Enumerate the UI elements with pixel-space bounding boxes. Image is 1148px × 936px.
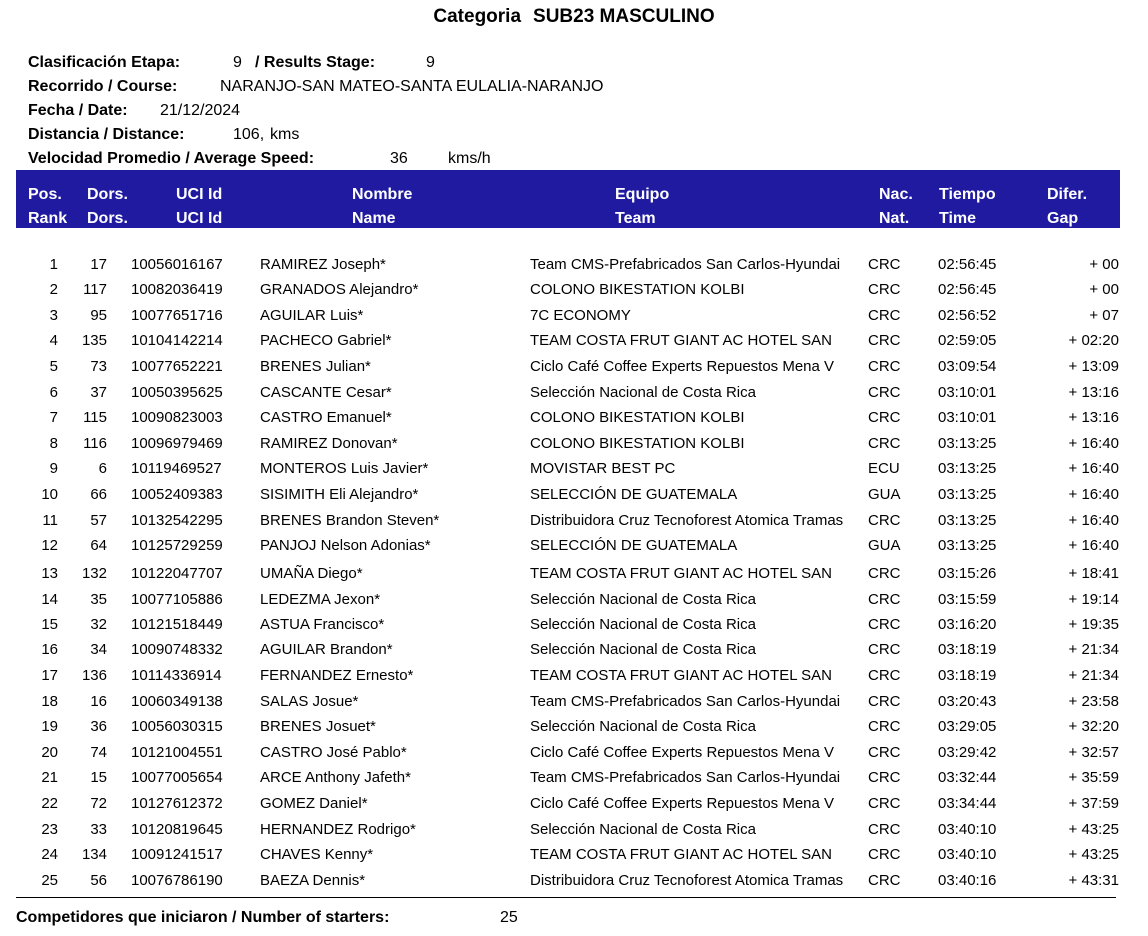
cell-nat: CRC (868, 384, 901, 401)
cell-pos: 7 (49, 409, 58, 426)
cell-dors: 57 (90, 512, 107, 529)
table-row (0, 329, 1148, 353)
cell-gap: + 35:59 (1068, 769, 1119, 786)
cell-time: 03:18:19 (938, 641, 997, 658)
cell-team: COLONO BIKESTATION KOLBI (530, 409, 745, 426)
results-label: / Results Stage: (255, 54, 376, 71)
cell-gap: + 23:58 (1068, 693, 1119, 710)
cell-uci-id: 10052409383 (131, 486, 223, 503)
cell-name: BRENES Julian* (260, 358, 371, 375)
stage-label: Clasificación Etapa: (28, 54, 181, 71)
cell-dors: 135 (81, 332, 107, 349)
footer-divider (16, 897, 1116, 898)
cell-name: RAMIREZ Joseph* (260, 256, 386, 273)
cell-time: 03:10:01 (938, 409, 997, 426)
starters-value: 25 (500, 909, 518, 926)
cell-team: TEAM COSTA FRUT GIANT AC HOTEL SAN (530, 565, 832, 582)
cell-nat: CRC (868, 281, 901, 298)
cell-pos: 10 (41, 486, 58, 503)
cell-dors: 34 (90, 641, 107, 658)
cell-nat: CRC (868, 641, 901, 658)
cell-uci-id: 10119469527 (131, 460, 222, 477)
cell-uci-id: 10056016167 (131, 256, 223, 273)
table-row (0, 766, 1148, 790)
header-time: Tiempo Time (939, 186, 996, 227)
cell-gap: + 13:16 (1068, 409, 1119, 426)
cell-gap: + 13:16 (1068, 384, 1119, 401)
cell-time: 02:59:05 (938, 332, 997, 349)
cell-pos: 2 (49, 281, 58, 298)
cell-time: 03:15:59 (938, 591, 997, 608)
cell-uci-id: 10125729259 (131, 537, 223, 554)
cell-gap: + 16:40 (1068, 537, 1119, 554)
cell-uci-id: 10104142214 (131, 332, 223, 349)
cell-pos: 11 (42, 512, 58, 529)
cell-nat: CRC (868, 358, 901, 375)
cell-time: 03:16:20 (938, 616, 997, 633)
cell-uci-id: 10120819645 (131, 821, 223, 838)
table-row (0, 664, 1148, 688)
cell-team: Selección Nacional de Costa Rica (530, 616, 756, 633)
cell-team: Selección Nacional de Costa Rica (530, 384, 756, 401)
cell-uci-id: 10096979469 (131, 435, 223, 452)
cell-name: SISIMITH Eli Alejandro* (260, 486, 419, 503)
cell-uci-id: 10122047707 (131, 565, 223, 582)
table-row (0, 457, 1148, 481)
cell-team: 7C ECONOMY (530, 307, 631, 324)
cell-pos: 23 (41, 821, 58, 838)
cell-time: 03:29:42 (938, 744, 997, 761)
cell-time: 03:10:01 (938, 384, 997, 401)
cell-nat: CRC (868, 435, 901, 452)
cell-name: AGUILAR Brandon* (260, 641, 393, 658)
header-nat: Nac. Nat. (879, 186, 913, 227)
course-label: Recorrido / Course: (28, 78, 178, 95)
cell-team: Ciclo Café Coffee Experts Repuestos Mena V (530, 358, 835, 375)
cell-team: SELECCIÓN DE GUATEMALA (530, 486, 738, 503)
cell-uci-id: 10077005654 (131, 769, 223, 786)
table-row (0, 690, 1148, 714)
cell-pos: 20 (41, 744, 58, 761)
cell-gap: + 37:59 (1068, 795, 1119, 812)
cell-uci-id: 10077105886 (131, 591, 223, 608)
cell-name: SALAS Josue* (260, 693, 359, 710)
cell-uci-id: 10090823003 (131, 409, 223, 426)
cell-gap: + 21:34 (1068, 641, 1119, 658)
table-row (0, 638, 1148, 662)
cell-name: CHAVES Kenny* (260, 846, 374, 863)
cell-name: GOMEZ Daniel* (260, 795, 368, 812)
cell-nat: CRC (868, 565, 901, 582)
cell-nat: CRC (868, 872, 901, 889)
table-row (0, 381, 1148, 405)
cell-team: COLONO BIKESTATION KOLBI (530, 281, 745, 298)
cell-name: RAMIREZ Donovan* (260, 435, 398, 452)
cell-team: Team CMS-Prefabricados San Carlos-Hyundai (530, 256, 841, 273)
table-row (0, 588, 1148, 612)
cell-uci-id: 10050395625 (131, 384, 223, 401)
category-value: SUB23 MASCULINO (533, 6, 715, 27)
cell-time: 03:34:44 (938, 795, 997, 812)
cell-time: 03:40:10 (938, 846, 997, 863)
cell-pos: 5 (49, 358, 58, 375)
cell-nat: CRC (868, 616, 901, 633)
cell-team: TEAM COSTA FRUT GIANT AC HOTEL SAN (530, 332, 832, 349)
cell-pos: 22 (41, 795, 58, 812)
table-row (0, 253, 1148, 277)
cell-name: LEDEZMA Jexon* (260, 591, 381, 608)
cell-nat: GUA (868, 537, 901, 554)
cell-team: SELECCIÓN DE GUATEMALA (530, 537, 738, 554)
cell-nat: CRC (868, 256, 901, 273)
header-name: Nombre Name (352, 186, 413, 227)
cell-name: BRENES Brandon Steven* (260, 512, 440, 529)
table-row (0, 792, 1148, 816)
cell-uci-id: 10127612372 (131, 795, 223, 812)
cell-dors: 6 (98, 460, 107, 477)
cell-dors: 36 (90, 718, 107, 735)
cell-nat: CRC (868, 744, 901, 761)
table-row (0, 818, 1148, 842)
cell-nat: CRC (868, 821, 901, 838)
cell-name: CASCANTE Cesar* (260, 384, 392, 401)
speed-info (28, 150, 491, 168)
cell-team: Distribuidora Cruz Tecnoforest Atomica Tramas (530, 512, 844, 529)
cell-gap: + 19:14 (1068, 591, 1119, 608)
cell-gap: + 32:57 (1068, 744, 1119, 761)
cell-time: 02:56:45 (938, 281, 997, 298)
cell-name: FERNANDEZ Ernesto* (260, 667, 414, 684)
cell-dors: 117 (83, 281, 107, 298)
cell-pos: 13 (41, 565, 58, 582)
results-value: 9 (426, 54, 435, 71)
cell-nat: CRC (868, 332, 901, 349)
speed-label: Velocidad Promedio / Average Speed: (28, 150, 315, 167)
cell-time: 03:18:19 (938, 667, 997, 684)
cell-dors: 33 (90, 821, 107, 838)
cell-gap: + 43:25 (1068, 846, 1119, 863)
cell-dors: 32 (90, 616, 107, 633)
distance-value: 106, (233, 126, 265, 143)
cell-gap: + 16:40 (1068, 435, 1119, 452)
cell-uci-id: 10077652221 (131, 358, 223, 375)
cell-team: Team CMS-Prefabricados San Carlos-Hyundai (530, 769, 841, 786)
cell-time: 03:32:44 (938, 769, 997, 786)
cell-gap: + 16:40 (1068, 512, 1119, 529)
cell-dors: 134 (81, 846, 107, 863)
cell-pos: 9 (49, 460, 58, 477)
cell-gap: + 16:40 (1068, 486, 1119, 503)
cell-gap: + 00 (1089, 256, 1119, 273)
cell-time: 03:13:25 (938, 486, 997, 503)
date-label: Fecha / Date: (28, 102, 128, 119)
table-row (0, 741, 1148, 765)
cell-dors: 56 (90, 872, 107, 889)
cell-dors: 37 (90, 384, 107, 401)
cell-nat: CRC (868, 693, 901, 710)
speed-value: 36 (390, 150, 408, 167)
table-row (0, 355, 1148, 379)
date-info (28, 102, 241, 120)
cell-name: GRANADOS Alejandro* (260, 281, 419, 298)
cell-nat: CRC (868, 409, 901, 426)
cell-time: 03:40:16 (938, 872, 997, 889)
cell-dors: 132 (81, 565, 107, 582)
cell-name: PACHECO Gabriel* (260, 332, 392, 349)
course-info (28, 78, 604, 96)
cell-pos: 19 (41, 718, 58, 735)
cell-time: 03:20:43 (938, 693, 997, 710)
cell-dors: 72 (90, 795, 107, 812)
cell-name: CASTRO José Pablo* (260, 744, 407, 761)
cell-name: BRENES Josuet* (260, 718, 376, 735)
cell-pos: 1 (49, 256, 58, 273)
cell-gap: + 19:35 (1068, 616, 1119, 633)
cell-gap: + 21:34 (1068, 667, 1119, 684)
distance-label: Distancia / Distance: (28, 126, 185, 143)
cell-pos: 17 (41, 667, 58, 684)
header-team: Equipo Team (615, 186, 670, 227)
cell-gap: + 43:31 (1068, 872, 1119, 889)
cell-uci-id: 10090748332 (131, 641, 223, 658)
starters-label: Competidores que iniciaron / Number of starters: (16, 909, 390, 926)
cell-nat: CRC (868, 591, 901, 608)
cell-name: CASTRO Emanuel* (260, 409, 392, 426)
cell-dors: 66 (90, 486, 107, 503)
header-dors: Dors. Dors. (87, 186, 128, 227)
cell-uci-id: 10076786190 (131, 872, 223, 889)
cell-dors: 95 (90, 307, 107, 324)
table-row (0, 509, 1148, 533)
cell-gap: + 32:20 (1068, 718, 1119, 735)
cell-nat: CRC (868, 718, 901, 735)
cell-time: 02:56:52 (938, 307, 997, 324)
cell-pos: 21 (41, 769, 58, 786)
cell-time: 03:40:10 (938, 821, 997, 838)
cell-name: MONTEROS Luis Javier* (260, 460, 429, 477)
cell-time: 03:29:05 (938, 718, 997, 735)
course-value: NARANJO-SAN MATEO-SANTA EULALIA-NARANJO (220, 78, 604, 95)
cell-gap: + 43:25 (1068, 821, 1119, 838)
cell-gap: + 07 (1089, 307, 1119, 324)
cell-dors: 73 (90, 358, 107, 375)
cell-time: 03:13:25 (938, 537, 997, 554)
cell-team: Ciclo Café Coffee Experts Repuestos Mena V (530, 795, 835, 812)
cell-pos: 6 (49, 384, 58, 401)
cell-nat: GUA (868, 486, 901, 503)
cell-pos: 8 (49, 435, 58, 452)
cell-name: AGUILAR Luis* (260, 307, 364, 324)
cell-team: Selección Nacional de Costa Rica (530, 641, 756, 658)
cell-time: 02:56:45 (938, 256, 997, 273)
cell-pos: 3 (49, 307, 58, 324)
cell-dors: 64 (90, 537, 107, 554)
cell-name: UMAÑA Diego* (260, 565, 363, 582)
cell-team: Selección Nacional de Costa Rica (530, 718, 756, 735)
cell-name: HERNANDEZ Rodrigo* (260, 821, 416, 838)
cell-gap: + 02:20 (1068, 332, 1119, 349)
cell-nat: CRC (868, 846, 901, 863)
cell-time: 03:15:26 (938, 565, 997, 582)
table-row (0, 432, 1148, 456)
cell-pos: 25 (41, 872, 58, 889)
cell-dors: 136 (81, 667, 107, 684)
table-row (0, 534, 1148, 558)
cell-dors: 17 (90, 256, 107, 273)
table-row (0, 869, 1148, 893)
cell-uci-id: 10056030315 (131, 718, 223, 735)
results-table-header (16, 170, 1120, 228)
cell-team: COLONO BIKESTATION KOLBI (530, 435, 745, 452)
cell-team: Selección Nacional de Costa Rica (530, 821, 756, 838)
cell-name: PANJOJ Nelson Adonias* (260, 537, 431, 554)
cell-team: MOVISTAR BEST PC (530, 460, 676, 477)
cell-dors: 115 (83, 409, 107, 426)
cell-team: Ciclo Café Coffee Experts Repuestos Mena V (530, 744, 835, 761)
cell-pos: 15 (41, 616, 58, 633)
cell-uci-id: 10121518449 (131, 616, 223, 633)
cell-uci-id: 10091241517 (131, 846, 223, 863)
cell-gap: + 00 (1089, 281, 1119, 298)
cell-team: TEAM COSTA FRUT GIANT AC HOTEL SAN (530, 846, 832, 863)
cell-nat: ECU (868, 460, 900, 477)
page-title (0, 6, 1148, 28)
cell-uci-id: 10060349138 (131, 693, 223, 710)
cell-nat: CRC (868, 795, 901, 812)
cell-team: Selección Nacional de Costa Rica (530, 591, 756, 608)
cell-pos: 24 (41, 846, 58, 863)
cell-uci-id: 10114336914 (131, 667, 222, 684)
cell-pos: 14 (41, 591, 58, 608)
header-uci-id: UCI Id UCI Id (176, 186, 223, 227)
cell-time: 03:09:54 (938, 358, 997, 375)
header-gap: Difer. Gap (1047, 186, 1088, 227)
date-value: 21/12/2024 (160, 102, 241, 119)
cell-team: TEAM COSTA FRUT GIANT AC HOTEL SAN (530, 667, 832, 684)
cell-pos: 4 (49, 332, 58, 349)
cell-name: ASTUA Francisco* (260, 616, 385, 633)
cell-pos: 12 (41, 537, 58, 554)
cell-team: Distribuidora Cruz Tecnoforest Atomica Tramas (530, 872, 844, 889)
cell-time: 03:13:25 (938, 512, 997, 529)
cell-time: 03:13:25 (938, 460, 997, 477)
table-row (0, 483, 1148, 507)
table-row (0, 304, 1148, 328)
cell-time: 03:13:25 (938, 435, 997, 452)
category-label: Categoria (433, 6, 522, 27)
cell-gap: + 16:40 (1068, 460, 1119, 477)
table-row (0, 406, 1148, 430)
cell-dors: 74 (90, 744, 107, 761)
cell-uci-id: 10082036419 (131, 281, 223, 298)
table-row (0, 613, 1148, 637)
cell-name: BAEZA Dennis* (260, 872, 366, 889)
header-pos: Pos. Rank (28, 186, 68, 227)
cell-pos: 18 (41, 693, 58, 710)
cell-name: ARCE Anthony Jafeth* (260, 769, 411, 786)
cell-gap: + 13:09 (1068, 358, 1119, 375)
cell-dors: 116 (83, 435, 107, 452)
cell-gap: + 18:41 (1068, 565, 1119, 582)
cell-uci-id: 10077651716 (131, 307, 223, 324)
cell-dors: 16 (90, 693, 107, 710)
cell-uci-id: 10121004551 (131, 744, 223, 761)
table-row (0, 562, 1148, 586)
distance-info (28, 126, 300, 144)
cell-nat: CRC (868, 512, 901, 529)
cell-dors: 35 (90, 591, 107, 608)
cell-team: Team CMS-Prefabricados San Carlos-Hyundai (530, 693, 841, 710)
cell-dors: 15 (90, 769, 107, 786)
table-row (0, 843, 1148, 867)
stage-value: 9 (233, 54, 242, 71)
speed-unit: kms/h (448, 150, 491, 167)
cell-nat: CRC (868, 307, 901, 324)
table-row (0, 715, 1148, 739)
cell-nat: CRC (868, 667, 901, 684)
distance-unit: kms (270, 126, 300, 143)
cell-nat: CRC (868, 769, 901, 786)
cell-uci-id: 10132542295 (131, 512, 223, 529)
table-row (0, 278, 1148, 302)
stage-info (28, 54, 435, 72)
cell-pos: 16 (41, 641, 58, 658)
